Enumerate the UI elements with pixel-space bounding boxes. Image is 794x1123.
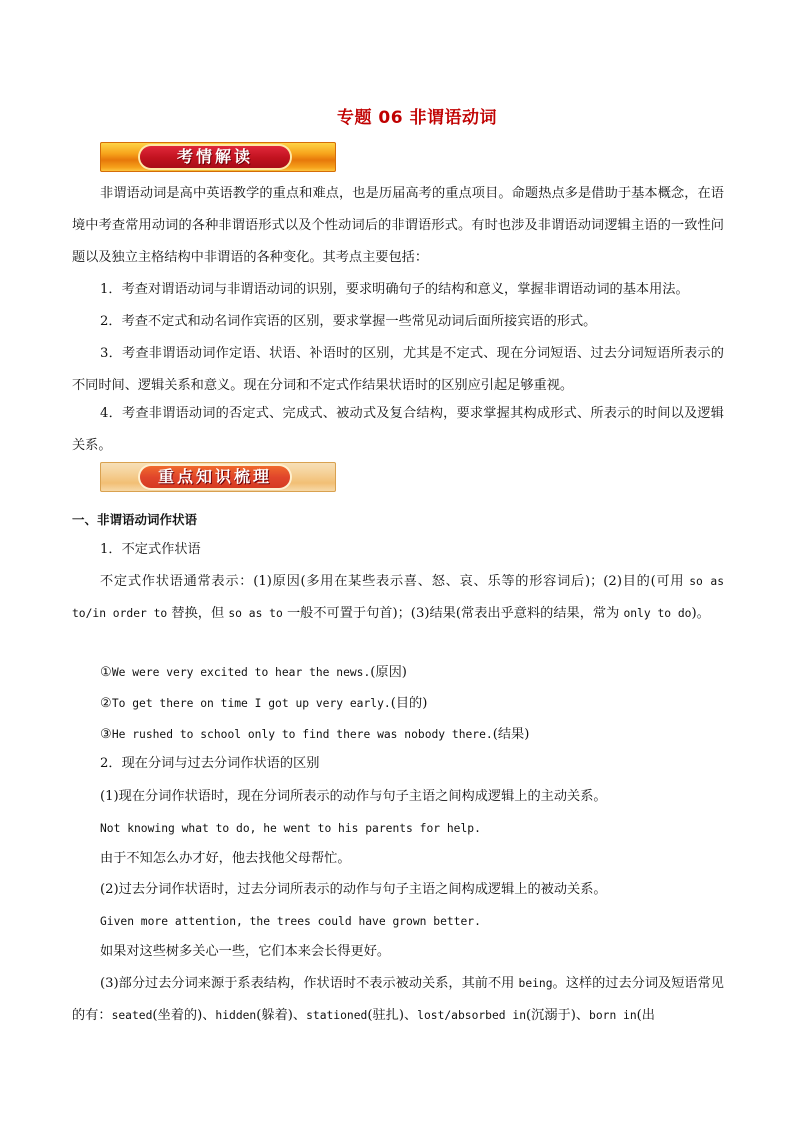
participle-example-1-en: Not knowing what to do, he went to his parents for help.: [100, 822, 481, 835]
example-1: ①We were very excited to hear the news.(原因): [100, 665, 407, 680]
intro-paragraph: 非谓语动词是高中英语教学的重点和难点，也是历届高考的重点项目。命题热点多是借助于基本概念，在语境中考查常用动词的各种非谓语形式以及个性动词后的非谓语形式。有时也涉及非谓语动词逻辑主语的一致性问题以及独立主格结构中非谓语的各种变化。其考点主要包括：: [72, 186, 724, 265]
banner-pill: [140, 146, 290, 168]
section-heading-1: 一、非谓语动词作状语: [72, 512, 198, 527]
banner-label: 重点知识梳理: [157, 467, 272, 486]
point-2: 2．考查不定式和动名词作宾语的区别，要求掌握一些常见动词后面所接宾语的形式。: [100, 314, 597, 329]
example-3: ③He rushed to school only to find there was nobody there.(结果): [100, 727, 530, 742]
point-3: 3．考查非谓语动词作定语、状语、补语时的区别，尤其是不定式、现在分词短语、过去分词短语所表示的不同时间、逻辑关系和意义。现在分词和不定式作结果状语时的区别应引起足够重视。: [72, 346, 724, 393]
participle-example-2-en: Given more attention, the trees could have grown better.: [100, 915, 481, 928]
participle-rule-2: (2)过去分词作状语时，过去分词所表示的动作与句子主语之间构成逻辑上的被动关系。: [100, 882, 607, 897]
point-1: 1．考查对谓语动词与非谓语动词的识别，要求明确句子的结构和意义，掌握非谓语动词的基本用法。: [100, 282, 689, 297]
subsection-heading-2: 2．现在分词与过去分词作状语的区别: [100, 756, 320, 771]
participle-rule-3: (3)部分过去分词来源于系表结构，作状语时不表示被动关系，其前不用 being。这样的过去分词及短语常见的有：seated(坐着的)、hidden(躲着)、stationed(驻扎)、lost/absorbed in(沉溺于)、born in(出: [72, 976, 724, 1023]
banner-key-knowledge: [100, 462, 336, 492]
participle-rule-1: (1)现在分词作状语时，现在分词所表示的动作与句子主语之间构成逻辑上的主动关系。: [100, 789, 607, 804]
banner-pill: [140, 466, 290, 488]
point-4: 4．考查非谓语动词的否定式、完成式、被动式及复合结构，要求掌握其构成形式、所表示的时间以及逻辑关系。: [72, 406, 724, 453]
banner-label: 考情解读: [176, 147, 253, 166]
example-2: ②To get there on time I got up very early.(目的): [100, 696, 428, 711]
participle-example-1-zh: 由于不知怎么办才好，他去找他父母帮忙。: [100, 851, 351, 866]
page-title: 专题 06 非谓语动词: [337, 108, 497, 128]
banner-exam-analysis: [100, 142, 336, 172]
subsection-heading-1: 1．不定式作状语: [100, 542, 201, 557]
infinitive-adverbial-paragraph: 不定式作状语通常表示：(1)原因(多用在某些表示喜、怒、哀、乐等的形容词后)；(2)目的(可用 so as to/in order to 替换，但 so as to 一般不可置于句首)；(3)结果(常表出乎意料的结果，常为 only to do)。: [72, 574, 724, 621]
participle-example-2-zh: 如果对这些树多关心一些，它们本来会长得更好。: [100, 944, 391, 959]
